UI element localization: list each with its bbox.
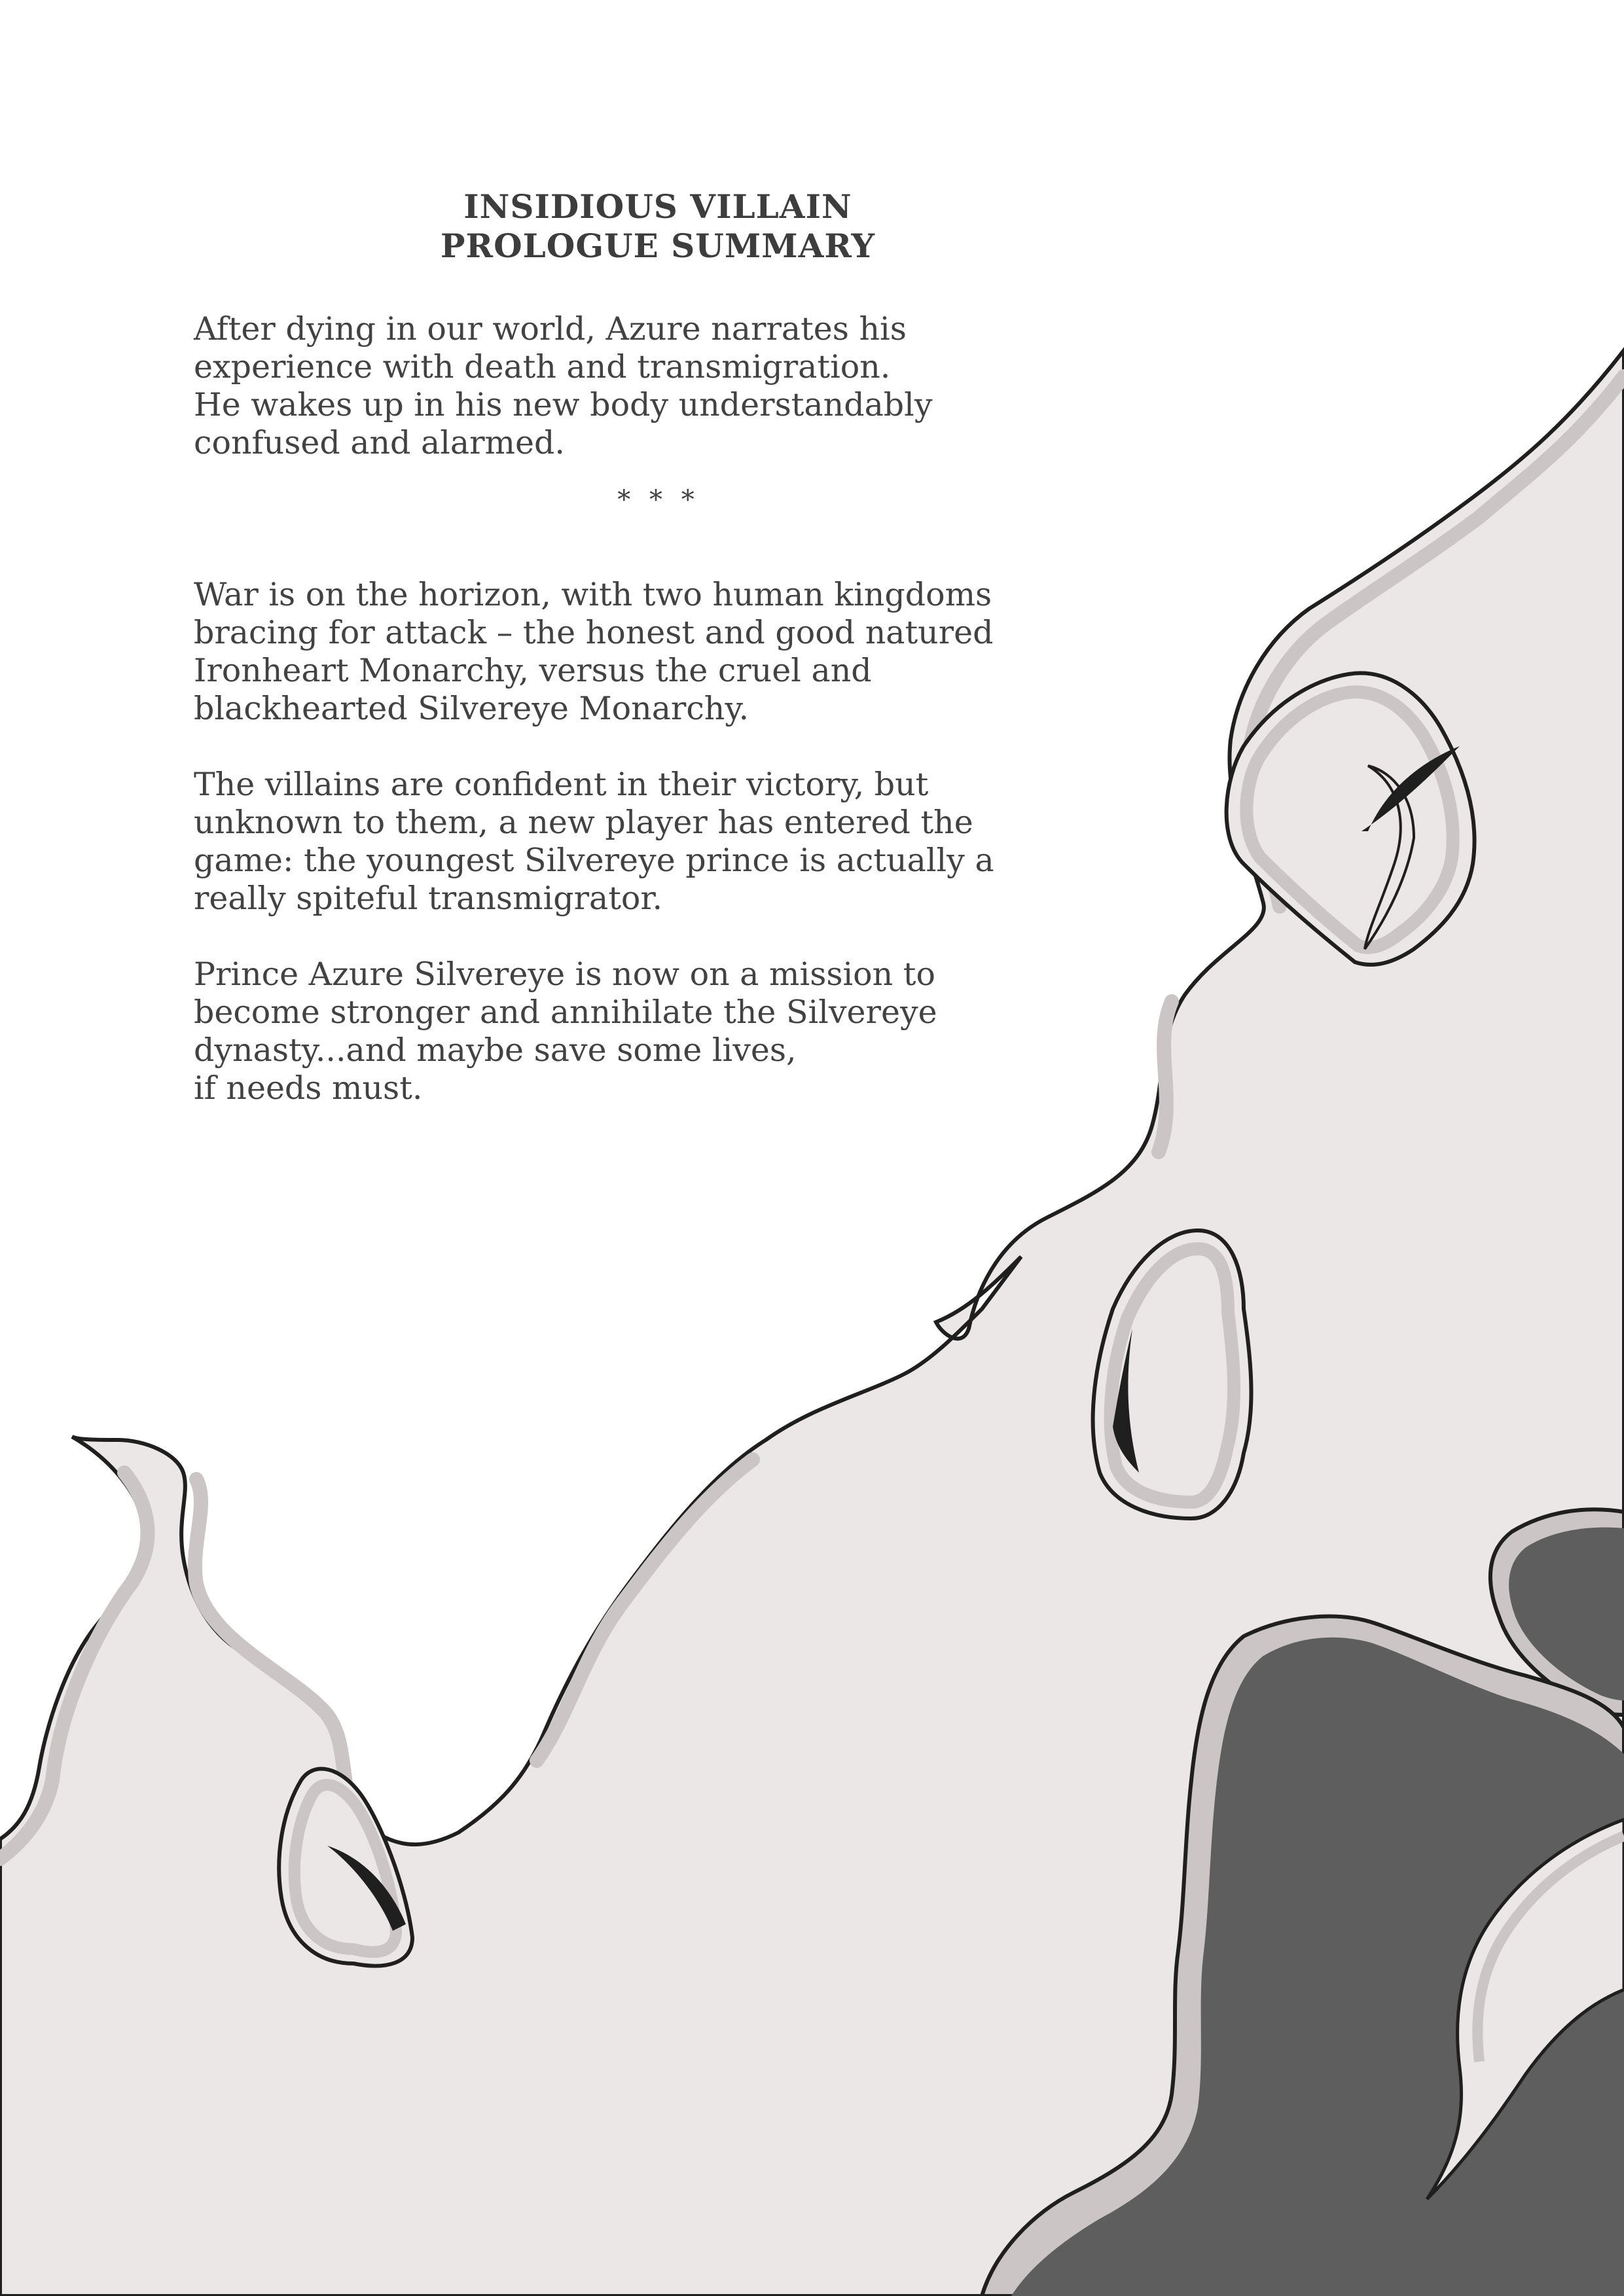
- paragraph-line: game: the youngest Silvereye prince is actually a: [194, 842, 994, 879]
- paragraph-line: unknown to them, a new player has entered the: [194, 804, 973, 841]
- section-separator: * * *: [617, 485, 700, 515]
- paragraph-line: become stronger and annihilate the Silvereye: [194, 994, 937, 1031]
- paragraph-line: Prince Azure Silvereye is now on a mission to: [194, 956, 935, 993]
- paragraph-1: [194, 310, 1176, 462]
- paragraph-line: Ironheart Monarchy, versus the cruel and: [194, 652, 872, 689]
- page-title: [0, 187, 1316, 266]
- paragraph-line: bracing for attack – the honest and good natured: [194, 614, 994, 651]
- paragraph-line: if needs must.: [194, 1069, 423, 1107]
- summary-body: [194, 310, 1176, 1145]
- paragraph-line: really spiteful transmigrator.: [194, 880, 663, 917]
- paragraph-line: experience with death and transmigration.: [194, 348, 891, 386]
- paragraph-4: [194, 956, 1176, 1107]
- paragraph-line: dynasty...and maybe save some lives,: [194, 1031, 797, 1069]
- paragraph-line: confused and alarmed.: [194, 424, 565, 461]
- paragraph-line: blackhearted Silvereye Monarchy.: [194, 690, 749, 727]
- paragraph-3: [194, 766, 1176, 918]
- paragraph-2: [194, 576, 1176, 728]
- paragraph-line: After dying in our world, Azure narrates his: [194, 310, 907, 348]
- paragraph-line: War is on the horizon, with two human kingdoms: [194, 576, 992, 613]
- paragraph-line: The villains are confident in their victory, but: [194, 766, 929, 803]
- paragraph-line: He wakes up in his new body understandably: [194, 386, 933, 423]
- title-line-2: PROLOGUE SUMMARY: [440, 226, 876, 265]
- title-line-1: INSIDIOUS VILLAIN: [463, 187, 852, 226]
